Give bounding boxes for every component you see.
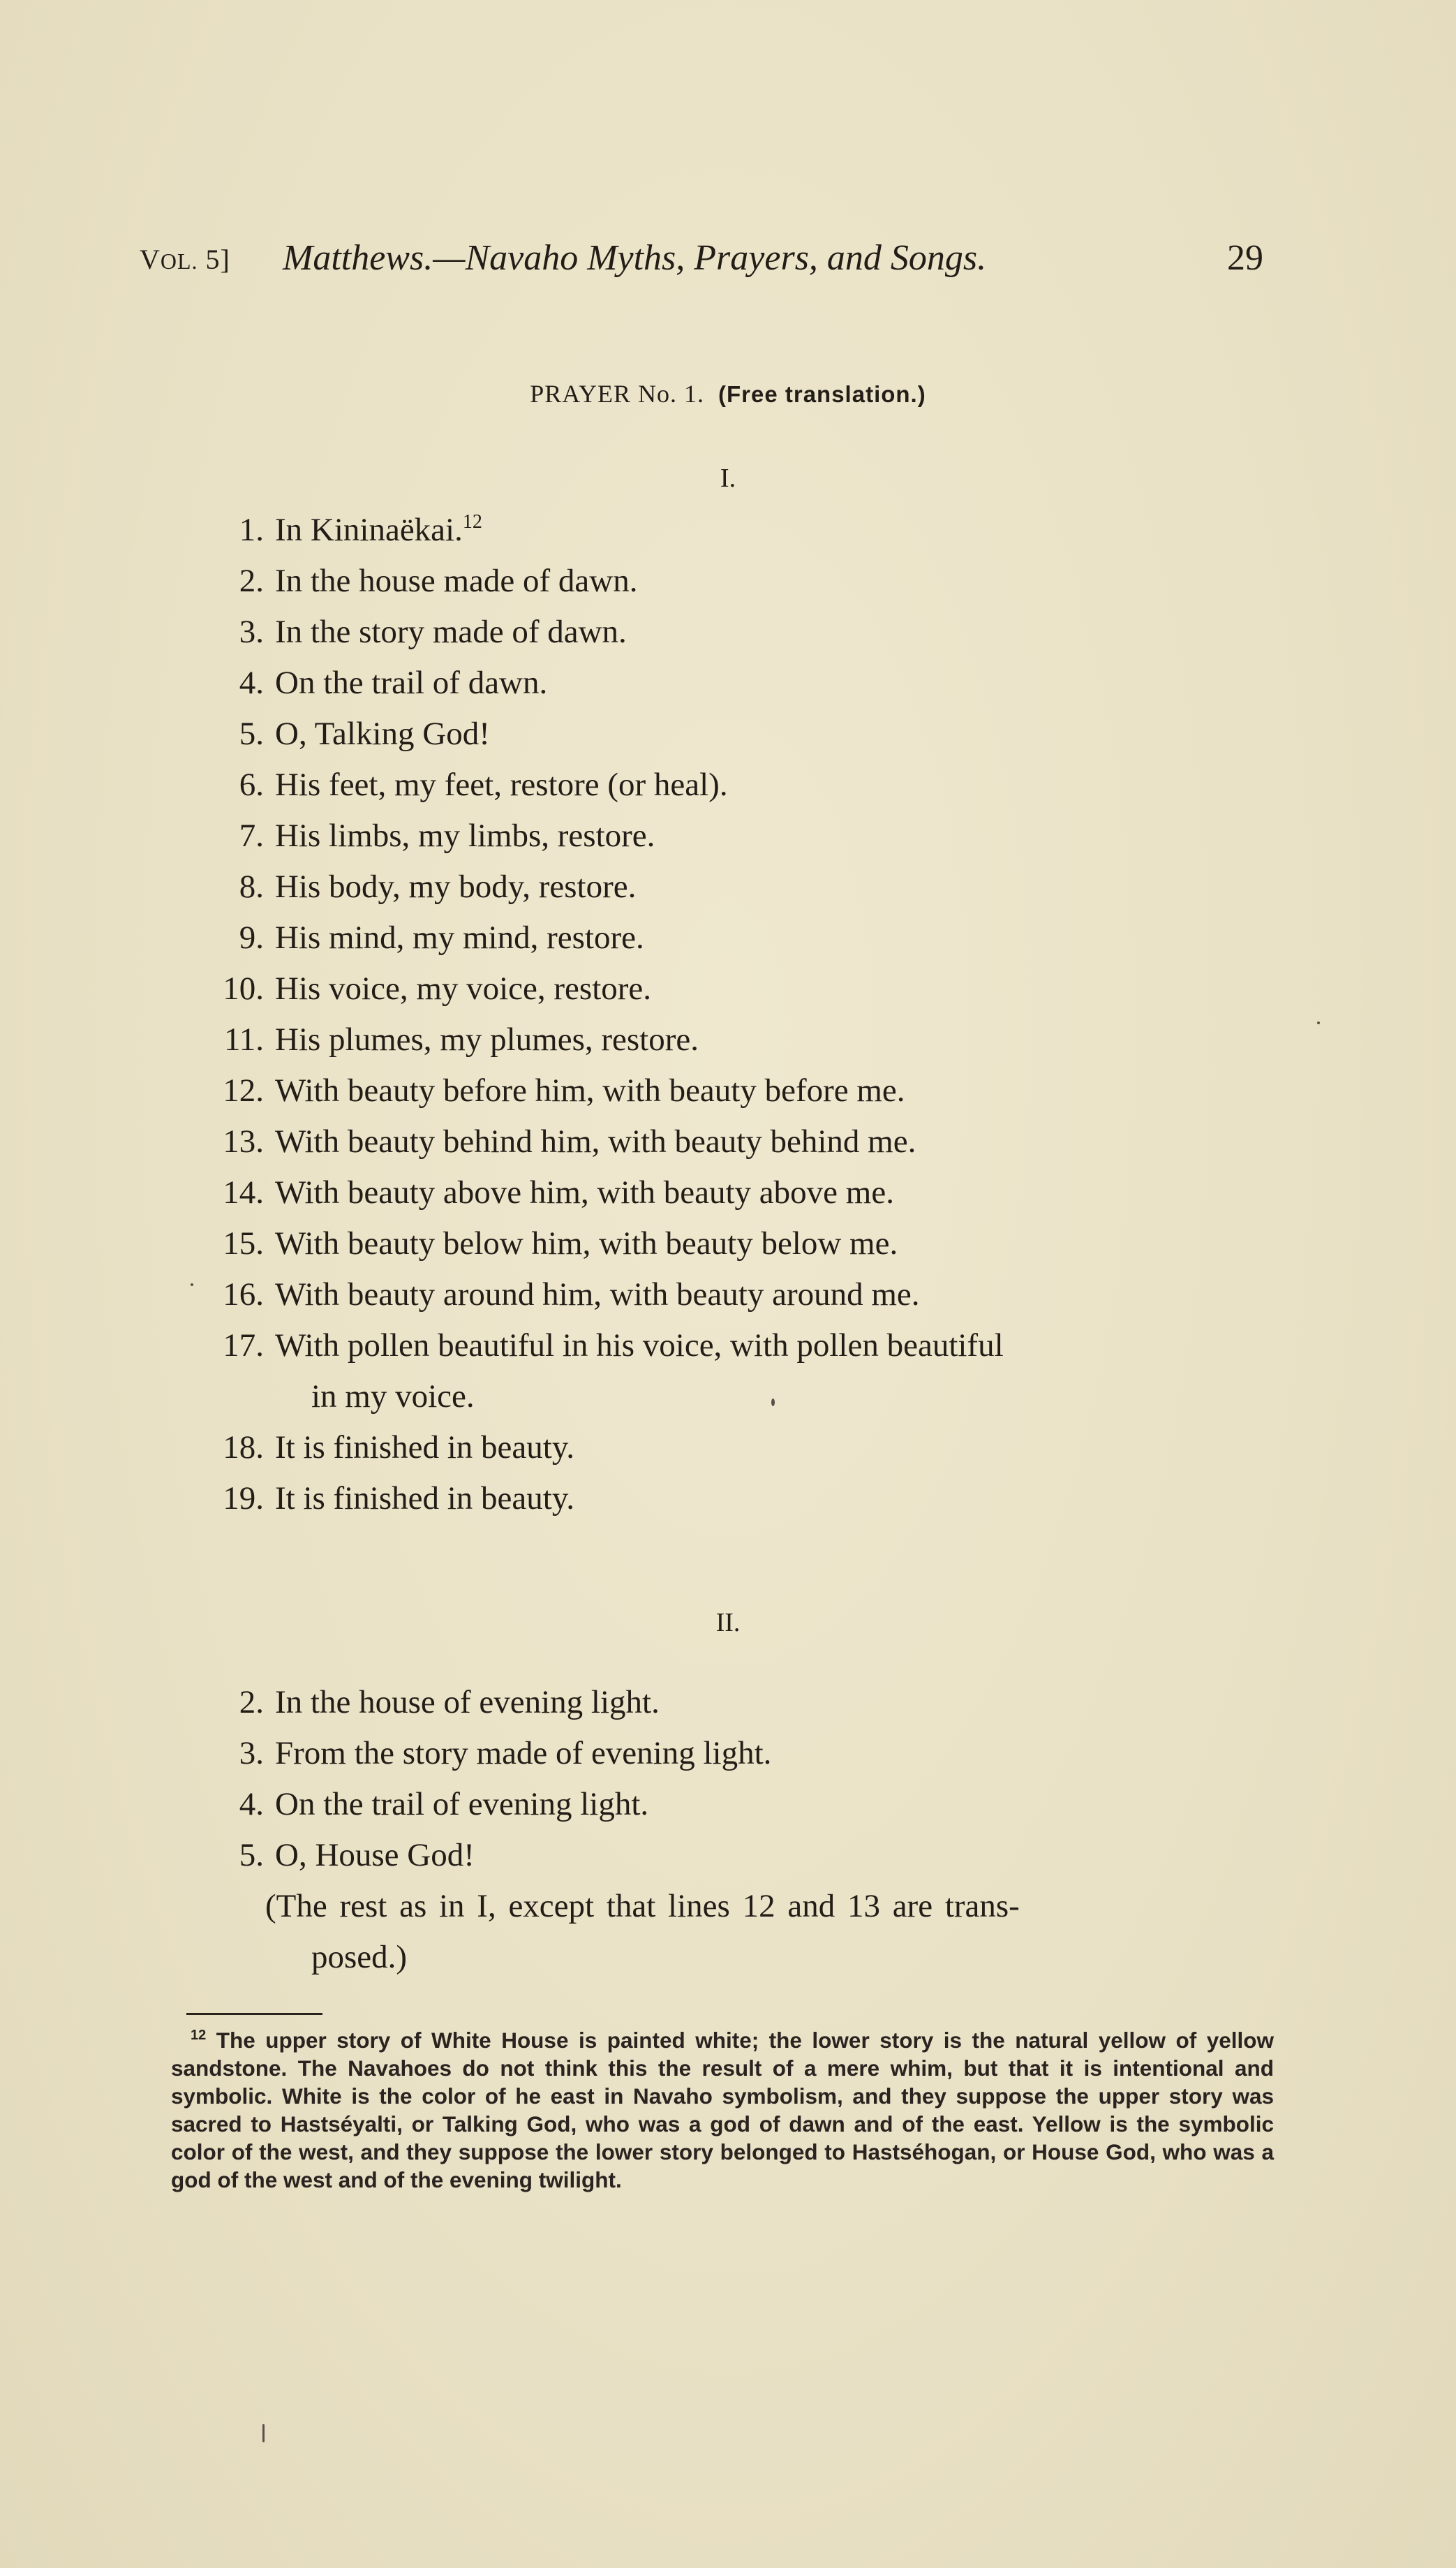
prayer-line: 3. In the story made of dawn. (239, 614, 627, 650)
section-remark-continuation: posed.) (311, 1939, 408, 1975)
prayer-line: 13. With beauty behind him, with beauty behind me. (223, 1123, 916, 1160)
footnote-text: The upper story of White House is painted white; the lower story is the natural yellow of yellow sandstone. The Navahoes do not think this the result of a mere whim, but that it is intentional and symbolic. White is the color of he east in Navaho symbolism, and they suppose the upper story was sacred to Hastséyalti, or Talking God, who was a god of dawn and of the east. Yellow is the symbolic color of the west, and they suppose the lower story belonged to Hastséhogan, or House God, who was a god of the west and of the evening twilight. (171, 2028, 1274, 2192)
print-speck (771, 1399, 775, 1406)
prayer-line: 8. His body, my body, restore. (239, 869, 637, 905)
prayer-translation-note: (Free translation.) (718, 381, 926, 407)
print-speck (1317, 1021, 1320, 1024)
prayer-line: 5. O, Talking God! (239, 716, 490, 752)
prayer-line: 14. With beauty above him, with beauty above me. (223, 1174, 894, 1211)
section-label-i: I. (720, 464, 736, 493)
prayer-line: 5. O, House God! (239, 1837, 475, 1873)
footnote-marker: 12 (191, 2028, 207, 2043)
prayer-line: 16. With beauty around him, with beauty around me. (223, 1276, 920, 1313)
running-header (140, 237, 1263, 286)
running-title: Matthews.—Navaho Myths, Prayers, and Songs. (283, 238, 987, 278)
prayer-line: 17. With pollen beautiful in his voice, with pollen beautiful (223, 1327, 1004, 1364)
prayer-line: 3. From the story made of evening light. (239, 1735, 772, 1771)
section-label-ii: II. (715, 1608, 741, 1637)
prayer-line: 6. His feet, my feet, restore (or heal). (239, 767, 728, 803)
prayer-heading: PRAYER No. 1. (530, 380, 704, 408)
prayer-line-continuation: in my voice. (311, 1378, 475, 1415)
prayer-line: 15. With beauty below him, with beauty below me. (223, 1225, 898, 1262)
print-speck (262, 2424, 265, 2442)
prayer-title (0, 379, 1456, 408)
prayer-line: 12. With beauty before him, with beauty before me. (223, 1072, 905, 1109)
prayer-line: 10. His voice, my voice, restore. (223, 971, 652, 1007)
prayer-line: 7. His limbs, my limbs, restore. (239, 818, 655, 854)
volume-label: VOL. 5] (140, 244, 230, 275)
prayer-line: 2. In the house made of dawn. (239, 563, 638, 599)
prayer-line: 2. In the house of evening light. (239, 1684, 660, 1720)
prayer-line: 9. His mind, my mind, restore. (239, 920, 644, 956)
prayer-line: 4. On the trail of dawn. (239, 665, 548, 701)
footnote-ref: 12 (462, 511, 482, 533)
prayer-line: 11. His plumes, my plumes, restore. (223, 1021, 699, 1058)
prayer-line: 4. On the trail of evening light. (239, 1786, 649, 1822)
prayer-line: 18. It is finished in beauty. (223, 1429, 575, 1466)
footnote-divider (186, 2013, 322, 2015)
section-remark: (The rest as in I, except that lines 12 and 13 are trans- (265, 1888, 1020, 1924)
prayer-line: 19. It is finished in beauty. (223, 1480, 575, 1517)
footnote (171, 2021, 1274, 2194)
print-speck (191, 1283, 193, 1286)
prayer-line: 1. In Kininaëkai.$^{12}$ (239, 511, 482, 548)
page-number: 29 (1227, 238, 1263, 278)
